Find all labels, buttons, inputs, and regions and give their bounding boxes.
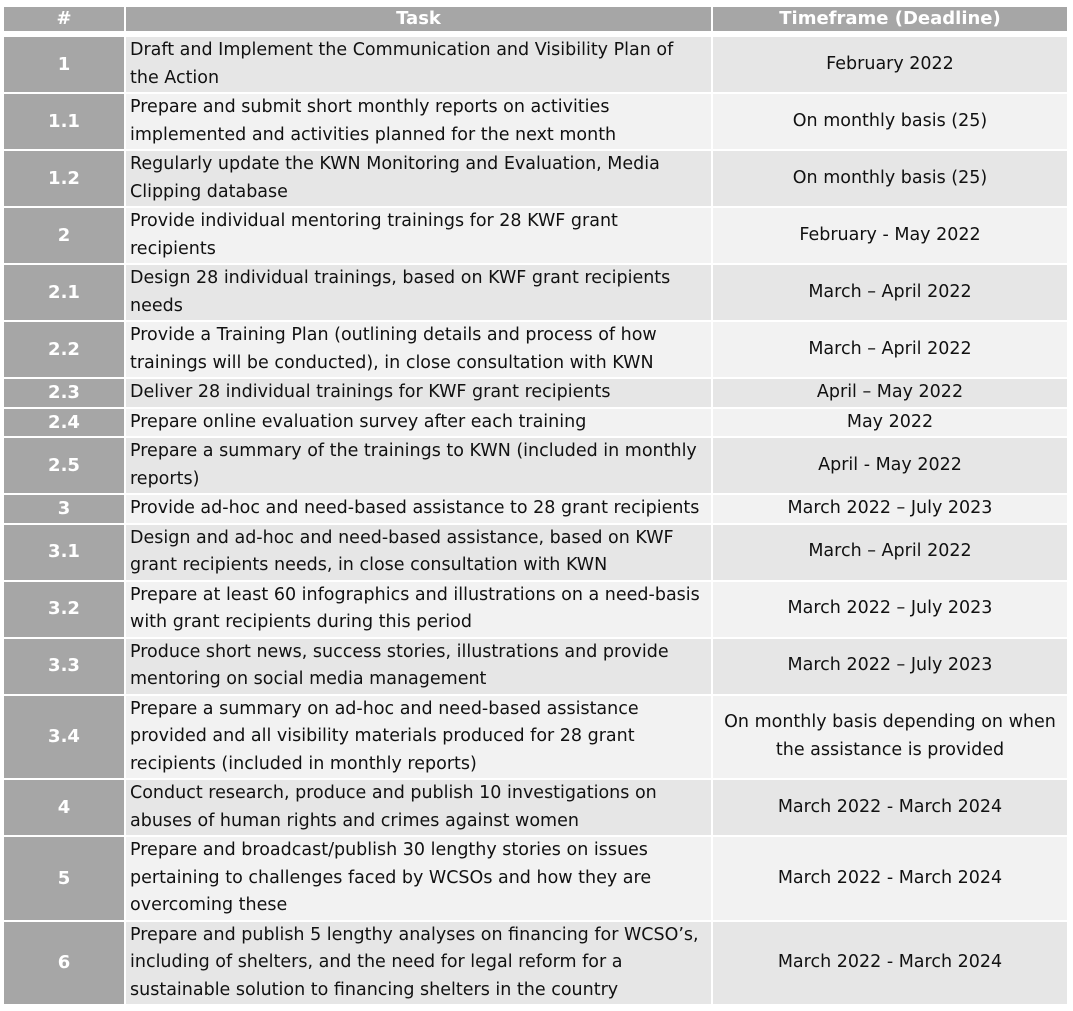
table-row — [4, 379, 1067, 407]
row-number: 2.3 — [4, 379, 124, 407]
row-number: 6 — [4, 922, 124, 1005]
row-number: 4 — [4, 780, 124, 835]
table-row — [4, 525, 1067, 580]
task-cell: Conduct research, produce and publish 10 investigations on abuses of human rights and crimes against women — [126, 780, 711, 835]
task-cell: Deliver 28 individual trainings for KWF grant recipients — [126, 379, 711, 407]
task-cell: Prepare at least 60 infographics and illustrations on a need-basis with grant recipients during this period — [126, 582, 711, 637]
header-timeframe: Timeframe (Deadline) — [713, 7, 1067, 31]
task-cell: Prepare a summary on ad-hoc and need-based assistance provided and all visibility materials produced for 28 grant recipients (included in monthly reports) — [126, 696, 711, 779]
table-row — [4, 495, 1067, 523]
table-row — [4, 582, 1067, 637]
table-row — [4, 438, 1067, 493]
task-cell: Provide individual mentoring trainings for 28 KWF grant recipients — [126, 208, 711, 263]
deadline-cell: March 2022 – July 2023 — [713, 495, 1067, 523]
row-number: 2 — [4, 208, 124, 263]
task-cell: Design and ad-hoc and need-based assistance, based on KWF grant recipients needs, in close consultation with KWN — [126, 525, 711, 580]
header-number: # — [4, 7, 124, 31]
table-row — [4, 922, 1067, 1005]
row-number: 3.1 — [4, 525, 124, 580]
task-cell: Prepare a summary of the trainings to KWN (included in monthly reports) — [126, 438, 711, 493]
table-row — [4, 151, 1067, 206]
table-row — [4, 837, 1067, 920]
task-cell: Provide a Training Plan (outlining details and process of how trainings will be conducted), in close consultation with KWN — [126, 322, 711, 377]
row-number: 1.1 — [4, 94, 124, 149]
deadline-cell: March – April 2022 — [713, 322, 1067, 377]
row-number: 5 — [4, 837, 124, 920]
table-row — [4, 696, 1067, 779]
table-row — [4, 265, 1067, 320]
row-number: 3.2 — [4, 582, 124, 637]
deadline-cell: March 2022 - March 2024 — [713, 780, 1067, 835]
deadline-cell: On monthly basis (25) — [713, 151, 1067, 206]
task-cell: Prepare and submit short monthly reports on activities implemented and activities planned for the next month — [126, 94, 711, 149]
table-row — [4, 322, 1067, 377]
task-cell: Prepare and broadcast/publish 30 lengthy stories on issues pertaining to challenges faced by WCSOs and how they are overcoming these — [126, 837, 711, 920]
deadline-cell: March 2022 – July 2023 — [713, 639, 1067, 694]
task-cell: Regularly update the KWN Monitoring and Evaluation, Media Clipping database — [126, 151, 711, 206]
task-cell: Produce short news, success stories, illustrations and provide mentoring on social media management — [126, 639, 711, 694]
row-number: 3.3 — [4, 639, 124, 694]
row-number: 2.2 — [4, 322, 124, 377]
table-row — [4, 780, 1067, 835]
table-row — [4, 94, 1067, 149]
task-cell: Prepare online evaluation survey after each training — [126, 409, 711, 437]
deadline-cell: April - May 2022 — [713, 438, 1067, 493]
table-row — [4, 37, 1067, 92]
deadline-cell: On monthly basis (25) — [713, 94, 1067, 149]
deadline-cell: On monthly basis depending on when the assistance is provided — [713, 696, 1067, 779]
deadline-cell: February 2022 — [713, 37, 1067, 92]
deadline-cell: March 2022 - March 2024 — [713, 837, 1067, 920]
row-number: 2.5 — [4, 438, 124, 493]
row-number: 3.4 — [4, 696, 124, 779]
task-cell: Draft and Implement the Communication and Visibility Plan of the Action — [126, 37, 711, 92]
row-number: 3 — [4, 495, 124, 523]
deadline-cell: March – April 2022 — [713, 265, 1067, 320]
row-number: 1.2 — [4, 151, 124, 206]
deadline-cell: May 2022 — [713, 409, 1067, 437]
deadline-cell: February - May 2022 — [713, 208, 1067, 263]
row-number: 2.1 — [4, 265, 124, 320]
row-number: 1 — [4, 37, 124, 92]
deadline-cell: March 2022 - March 2024 — [713, 922, 1067, 1005]
row-number: 2.4 — [4, 409, 124, 437]
deadline-cell: April – May 2022 — [713, 379, 1067, 407]
task-cell: Design 28 individual trainings, based on KWF grant recipients needs — [126, 265, 711, 320]
table-row — [4, 409, 1067, 437]
deadline-cell: March 2022 – July 2023 — [713, 582, 1067, 637]
table-row — [4, 208, 1067, 263]
task-cell: Provide ad-hoc and need-based assistance to 28 grant recipients — [126, 495, 711, 523]
table-row — [4, 639, 1067, 694]
tasks-table — [2, 5, 1069, 1006]
task-cell: Prepare and publish 5 lengthy analyses on financing for WCSO’s, including of shelters, and the need for legal reform for a sustainable solution to financing shelters in the country — [126, 922, 711, 1005]
deadline-cell: March – April 2022 — [713, 525, 1067, 580]
header-task: Task — [126, 7, 711, 31]
header-row — [4, 7, 1067, 31]
